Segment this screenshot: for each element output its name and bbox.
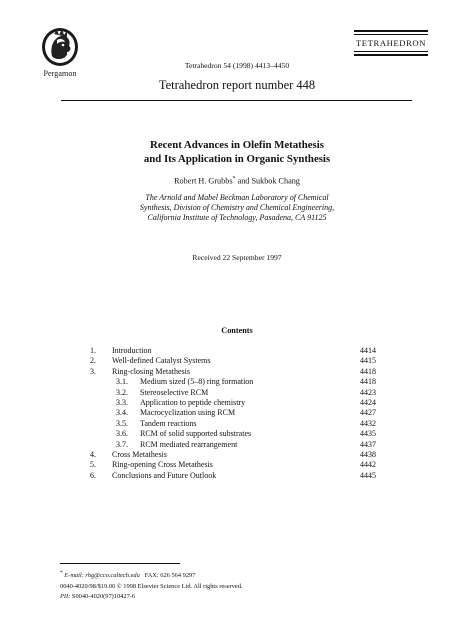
corresponding-mark: *: [232, 176, 236, 182]
toc-entry-label: Macrocyclization using RCM: [140, 408, 236, 418]
toc-entry-label: Tandem reactions: [140, 418, 197, 428]
toc-entry[interactable]: [90, 346, 376, 356]
pii-line: [60, 592, 243, 602]
affiliation: [0, 193, 474, 223]
toc-entry-number: 3.1.: [116, 377, 128, 387]
email-label: E-mail:: [64, 572, 84, 580]
toc-entry-number: 4.: [90, 449, 96, 459]
masthead-rule-bottom: [354, 54, 428, 56]
toc-entry-page: 4423: [360, 387, 376, 397]
toc-entry-number: 5.: [90, 460, 96, 470]
author-line: [0, 176, 474, 186]
publisher-name: Pergamon: [43, 69, 77, 78]
toc-entry[interactable]: [90, 377, 376, 387]
toc-entry-label: RCM mediated rearrangement: [140, 439, 238, 449]
toc-entry-page: 4432: [360, 418, 376, 428]
toc-entry[interactable]: [90, 471, 376, 481]
toc-entry[interactable]: [90, 408, 376, 418]
toc-entry-number: 3.: [90, 366, 96, 376]
toc-entry-page: 4442: [360, 460, 376, 470]
toc-entry[interactable]: [90, 367, 376, 377]
toc-entry-page: 4427: [360, 408, 376, 418]
toc-entry-page: 4418: [360, 366, 376, 376]
toc-entry-number: 3.2.: [116, 387, 128, 397]
toc-entry-label: Stereoselective RCM: [140, 387, 209, 397]
journal-masthead: [354, 30, 428, 56]
toc-entry-label: Cross Metathesis: [112, 449, 167, 459]
toc-entry-page: 4437: [360, 439, 376, 449]
journal-name: TETRAHEDRON: [355, 38, 427, 48]
footnote-contact: [60, 568, 243, 582]
toc-entry-label: RCM of solid supported substrates: [140, 429, 252, 439]
toc-entry-label: Introduction: [112, 346, 152, 355]
toc-entry-page: 4424: [360, 397, 376, 407]
article-title: [0, 138, 474, 166]
affiliation-line-2: Synthesis, Division of Chemistry and Chemical Engineering,: [139, 203, 335, 212]
author-secondary: and Sukbok Chang: [235, 176, 300, 186]
toc-entry-number: 2.: [90, 356, 96, 366]
pii-value: S0040-4020(97)10427-6: [71, 592, 136, 600]
toc-entry[interactable]: [90, 450, 376, 460]
author-primary: Robert H. Grubbs: [174, 176, 233, 186]
toc-entry-number: 3.3.: [116, 397, 128, 407]
toc-entry[interactable]: [90, 460, 376, 470]
toc-entry[interactable]: [90, 440, 376, 450]
copyright-line: 0040-4020/98/$19.00 © 1998 Elsevier Science Ltd. All rights reserved.: [60, 582, 243, 590]
table-of-contents: [90, 346, 376, 481]
toc-entry-number: 6.: [90, 470, 96, 480]
report-number: Tetrahedron report number 448: [158, 78, 316, 92]
toc-entry-page: 4414: [360, 346, 376, 355]
toc-entry-number: 3.4.: [116, 408, 128, 418]
masthead-rule-top: [354, 30, 428, 32]
toc-entry-page: 4435: [360, 429, 376, 439]
toc-entry-label: Conclusions and Future Outlook: [112, 470, 217, 480]
toc-entry-number: 3.5.: [116, 418, 128, 428]
toc-entry-page: 4445: [360, 470, 376, 480]
toc-entry[interactable]: [90, 398, 376, 408]
toc-entry[interactable]: [90, 429, 376, 439]
toc-entry-page: 4415: [360, 356, 376, 366]
title-line-2: and Its Application in Organic Synthesis: [143, 153, 331, 165]
toc-entry-label: Medium sized (5–8) ring formation: [140, 377, 254, 387]
toc-entry-page: 4438: [360, 449, 376, 459]
toc-entry-number: 1.: [90, 346, 96, 355]
header-divider: [61, 100, 412, 101]
toc-entry-page: 4418: [360, 377, 376, 387]
toc-entry[interactable]: [90, 388, 376, 398]
footnote-block: [60, 568, 243, 602]
footnote-mark: *: [60, 570, 63, 576]
toc-entry-label: Well-defined Catalyst Systems: [112, 356, 211, 366]
contents-heading: Contents: [221, 326, 253, 335]
toc-entry[interactable]: [90, 419, 376, 429]
toc-entry[interactable]: [90, 356, 376, 366]
masthead-rule-bottom-thin: [354, 51, 428, 52]
footnote-rule: [60, 563, 180, 564]
toc-entry-label: Ring-closing Metathesis: [112, 366, 190, 376]
toc-entry-number: 3.7.: [116, 439, 128, 449]
toc-entry-label: Ring-opening Cross Metathesis: [112, 460, 213, 470]
affiliation-line-1: The Arnold and Mabel Beckman Laboratory of Chemical: [145, 193, 329, 202]
toc-entry-number: 3.6.: [116, 429, 128, 439]
fax-number: FAX: 626 564 9297: [144, 572, 196, 580]
journal-citation: Tetrahedron 54 (1998) 4413–4450: [184, 61, 290, 70]
pii-label: PII:: [60, 592, 71, 600]
masthead-rule-top-thin: [354, 34, 428, 35]
affiliation-line-3: California Institute of Technology, Pasadena, CA 91125: [147, 213, 327, 222]
toc-entry-label: Application to peptide chemistry: [140, 397, 246, 407]
title-line-1: Recent Advances in Olefin Metathesis: [150, 139, 324, 151]
email-link[interactable]: rhg@cco.caltech.edu: [85, 572, 140, 580]
received-date: Received 22 September 1997: [192, 253, 282, 262]
